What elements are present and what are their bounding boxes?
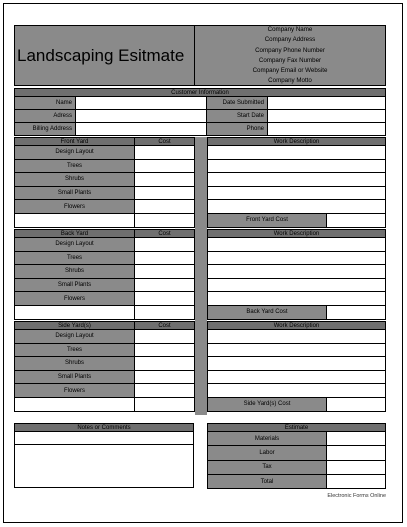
cost-field[interactable] bbox=[134, 237, 195, 252]
work-description-line[interactable] bbox=[207, 199, 386, 214]
customer-field[interactable] bbox=[75, 96, 207, 110]
section-total-label: Back Yard Cost bbox=[207, 305, 327, 320]
item-label: Shrubs bbox=[14, 264, 135, 279]
notes-header: Notes or Comments bbox=[14, 423, 194, 432]
cost-field[interactable] bbox=[134, 356, 195, 371]
work-description-header: Work Description bbox=[207, 137, 386, 146]
cost-field[interactable] bbox=[134, 329, 195, 344]
customer-label: Name bbox=[14, 96, 76, 110]
item-label: Small Plants bbox=[14, 186, 135, 201]
item-label: Small Plants bbox=[14, 278, 135, 293]
cost-field[interactable] bbox=[134, 397, 195, 412]
item-label: Shrubs bbox=[14, 356, 135, 371]
company-fax: Company Fax Number bbox=[258, 56, 322, 64]
cost-field[interactable] bbox=[134, 264, 195, 279]
company-name: Company Name bbox=[267, 26, 313, 33]
estimate-field[interactable] bbox=[326, 474, 386, 489]
item-label: Small Plants bbox=[14, 370, 135, 385]
work-description-line[interactable] bbox=[207, 291, 386, 306]
cost-field[interactable] bbox=[134, 145, 195, 160]
item-label: Design Layout bbox=[14, 145, 135, 160]
item-label: Flowers bbox=[14, 383, 135, 398]
section-total-label: Side Yard(s) Cost bbox=[207, 397, 327, 412]
item-blank[interactable] bbox=[14, 305, 135, 320]
work-description-line[interactable] bbox=[207, 159, 386, 174]
item-label: Flowers bbox=[14, 291, 135, 306]
estimate-label: Labor bbox=[207, 445, 327, 460]
section-header: Front Yard bbox=[14, 137, 135, 146]
customer-label: Date Submitted bbox=[206, 96, 268, 110]
estimate-label: Materials bbox=[207, 431, 327, 446]
customer-field[interactable] bbox=[267, 96, 386, 110]
section-total-field[interactable] bbox=[326, 397, 386, 412]
notes-area[interactable] bbox=[14, 444, 194, 488]
cost-field[interactable] bbox=[134, 251, 195, 266]
cost-field[interactable] bbox=[134, 213, 195, 228]
item-label: Trees bbox=[14, 251, 135, 266]
work-description-line[interactable] bbox=[207, 383, 386, 398]
customer-label: Phone bbox=[206, 122, 268, 136]
section-total-field[interactable] bbox=[326, 213, 386, 228]
item-blank[interactable] bbox=[14, 397, 135, 412]
customer-field[interactable] bbox=[267, 122, 386, 136]
section-header: Back Yard bbox=[14, 229, 135, 238]
work-description-line[interactable] bbox=[207, 370, 386, 385]
cost-field[interactable] bbox=[134, 159, 195, 174]
company-address: Company Address bbox=[264, 36, 316, 44]
work-description-header: Work Description bbox=[207, 321, 386, 330]
work-description-line[interactable] bbox=[207, 186, 386, 201]
item-label: Design Layout bbox=[14, 329, 135, 344]
customer-info-header: Customer Information bbox=[14, 88, 386, 97]
cost-field[interactable] bbox=[134, 172, 195, 187]
work-description-line[interactable] bbox=[207, 329, 386, 344]
item-label: Design Layout bbox=[14, 237, 135, 252]
notes-line-1[interactable] bbox=[14, 431, 194, 445]
cost-field[interactable] bbox=[134, 291, 195, 306]
work-description-header: Work Description bbox=[207, 229, 386, 238]
form-title: Landscaping Esitmate bbox=[17, 45, 185, 65]
column-divider bbox=[195, 137, 207, 415]
cost-header: Cost bbox=[134, 229, 195, 238]
item-label: Trees bbox=[14, 343, 135, 358]
customer-field[interactable] bbox=[267, 109, 386, 123]
cost-field[interactable] bbox=[134, 305, 195, 320]
estimate-label: Total bbox=[207, 474, 327, 489]
item-blank[interactable] bbox=[14, 213, 135, 228]
cost-header: Cost bbox=[134, 137, 195, 146]
customer-field[interactable] bbox=[75, 109, 207, 123]
customer-label: Start Date bbox=[206, 109, 268, 123]
company-email: Company Email or Website bbox=[252, 67, 328, 75]
company-motto: Company Motto bbox=[268, 77, 312, 85]
estimate-label: Tax bbox=[207, 460, 327, 475]
cost-field[interactable] bbox=[134, 383, 195, 398]
cost-field[interactable] bbox=[134, 370, 195, 385]
estimate-header: Estimate bbox=[207, 423, 386, 432]
work-description-line[interactable] bbox=[207, 237, 386, 252]
estimate-field[interactable] bbox=[326, 431, 386, 446]
cost-field[interactable] bbox=[134, 343, 195, 358]
work-description-line[interactable] bbox=[207, 356, 386, 371]
estimate-field[interactable] bbox=[326, 460, 386, 475]
cost-field[interactable] bbox=[134, 186, 195, 201]
customer-label: Billing Address bbox=[14, 122, 76, 136]
work-description-line[interactable] bbox=[207, 172, 386, 187]
company-phone: Company Phone Number bbox=[255, 46, 325, 54]
customer-field[interactable] bbox=[75, 122, 207, 136]
item-label: Shrubs bbox=[14, 172, 135, 187]
footer-credit: Electronic Forms Online bbox=[327, 493, 386, 499]
company-info bbox=[194, 25, 386, 86]
item-label: Trees bbox=[14, 159, 135, 174]
work-description-line[interactable] bbox=[207, 264, 386, 279]
item-label: Flowers bbox=[14, 199, 135, 214]
cost-header: Cost bbox=[134, 321, 195, 330]
section-total-field[interactable] bbox=[326, 305, 386, 320]
section-header: Side Yard(s) bbox=[14, 321, 135, 330]
work-description-line[interactable] bbox=[207, 278, 386, 293]
estimate-field[interactable] bbox=[326, 445, 386, 460]
work-description-line[interactable] bbox=[207, 251, 386, 266]
work-description-line[interactable] bbox=[207, 343, 386, 358]
work-description-line[interactable] bbox=[207, 145, 386, 160]
customer-label: Adress bbox=[14, 109, 76, 123]
section-total-label: Front Yard Cost bbox=[207, 213, 327, 228]
cost-field[interactable] bbox=[134, 199, 195, 214]
cost-field[interactable] bbox=[134, 278, 195, 293]
